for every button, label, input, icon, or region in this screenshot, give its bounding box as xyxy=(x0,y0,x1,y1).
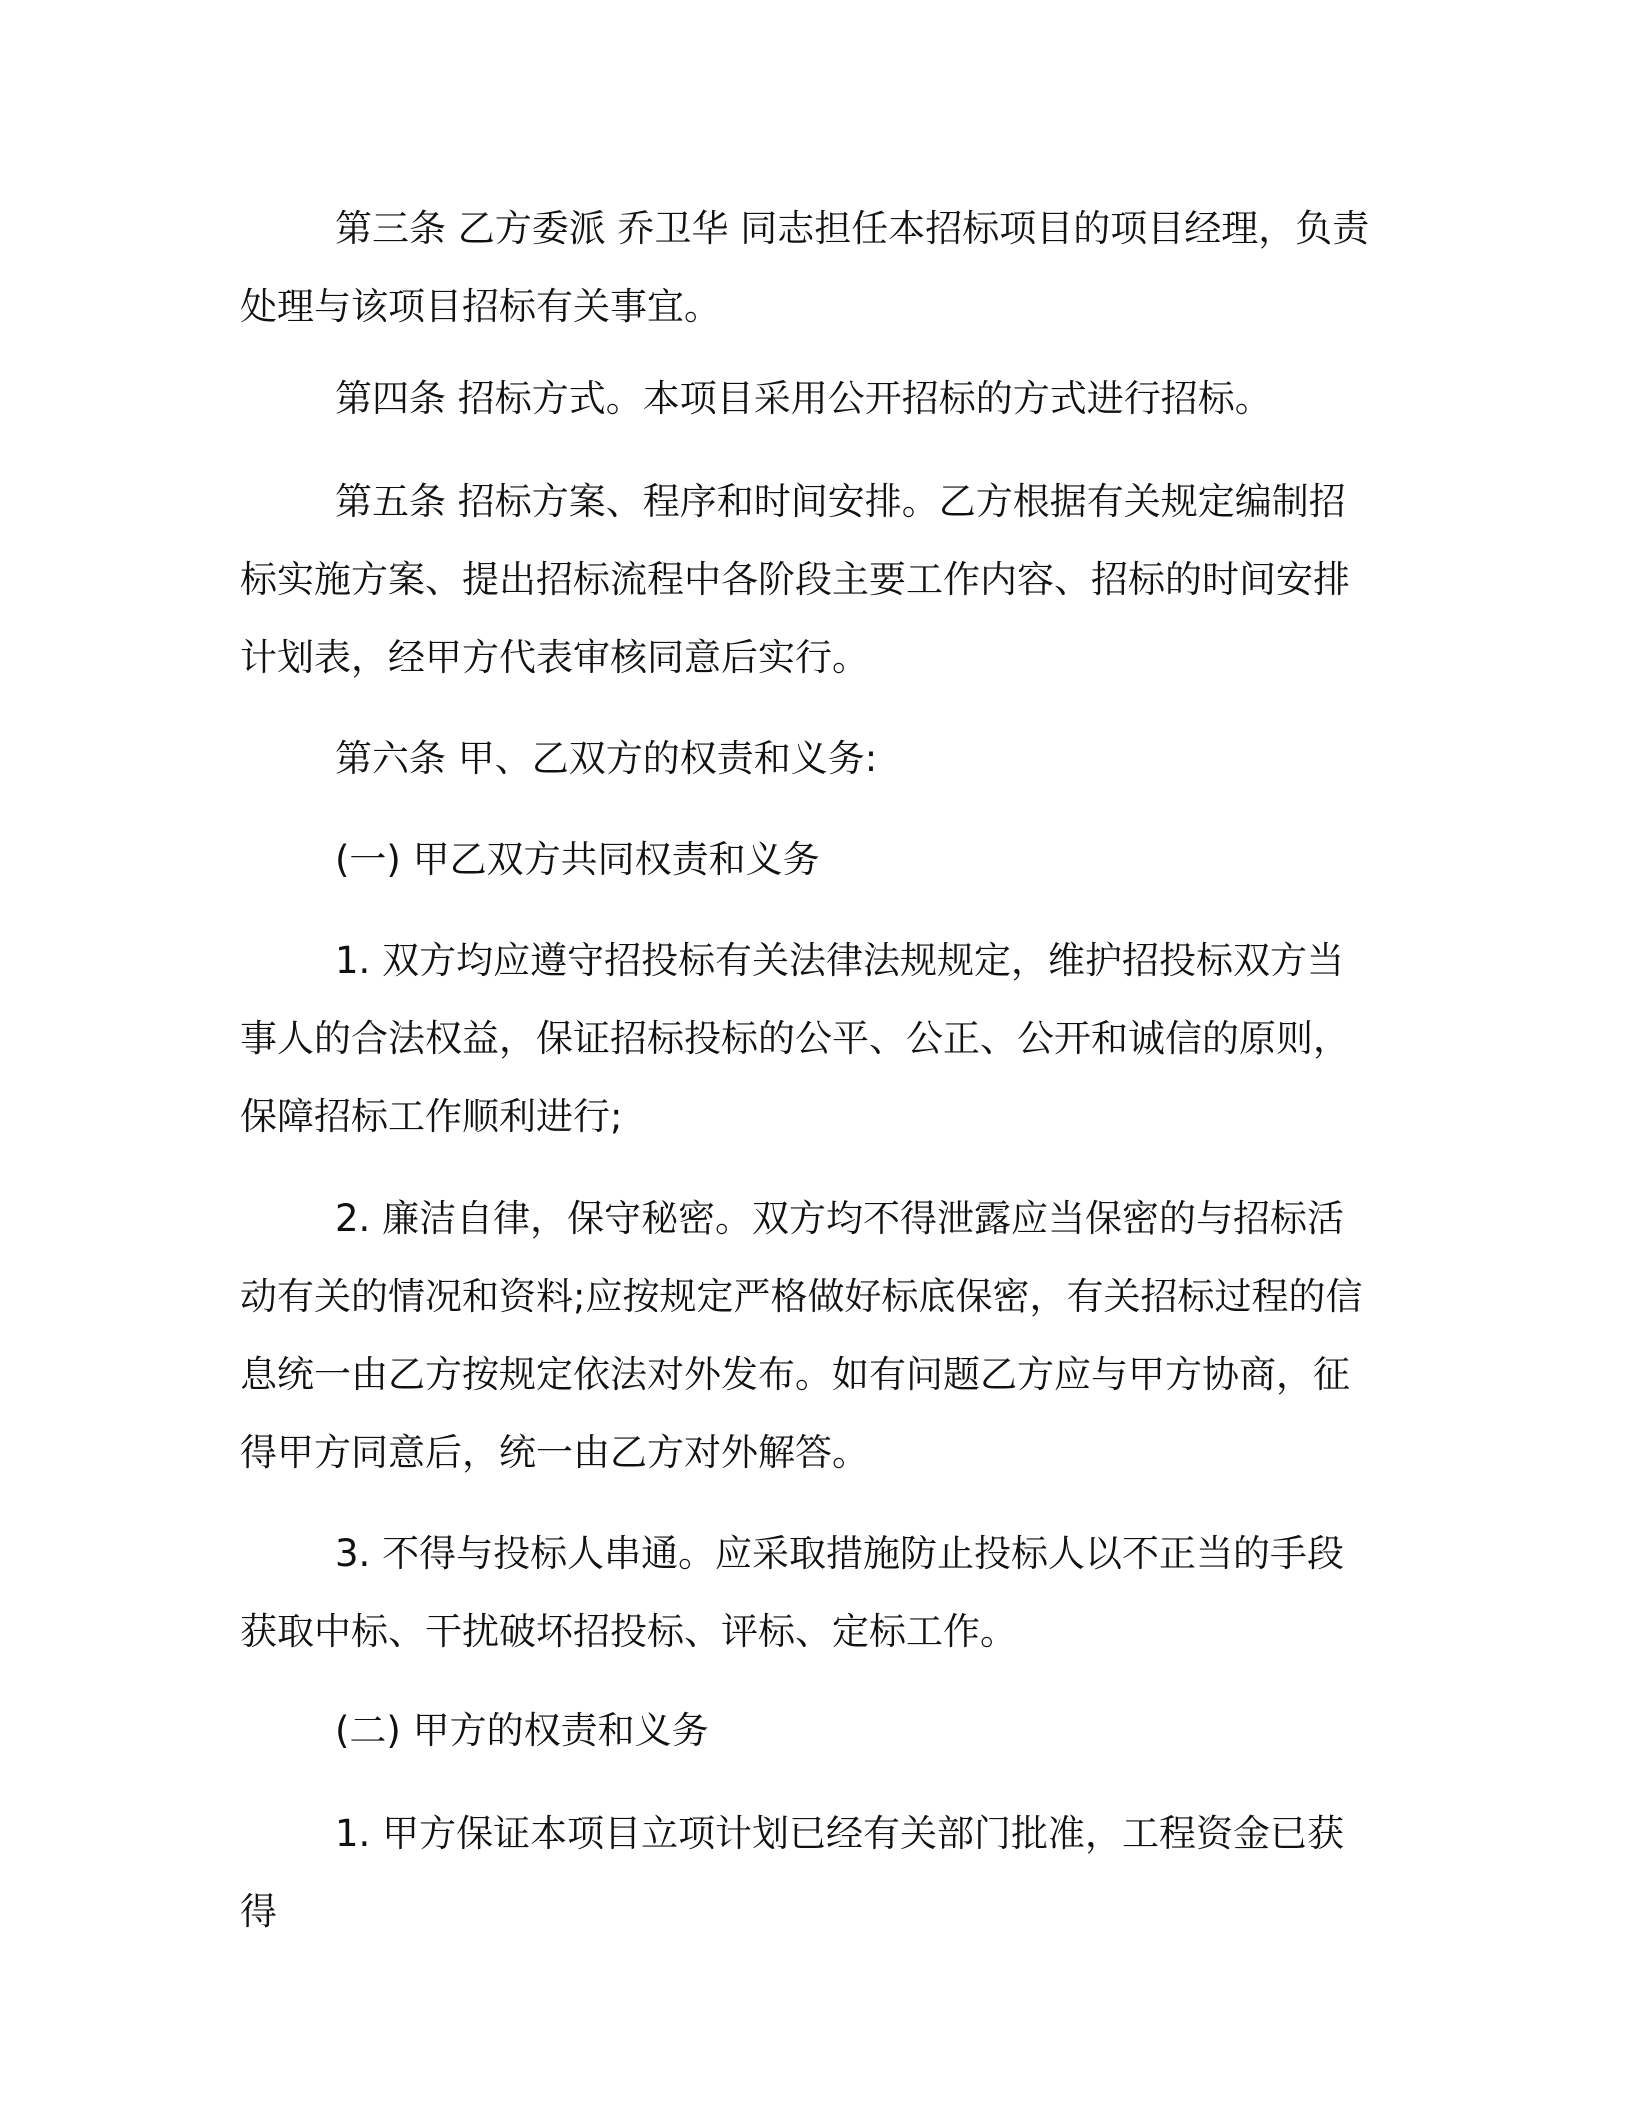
section-1-item-3: 3. 不得与投标人串通。应采取措施防止投标人以不正当的手段获取中标、干扰破坏招投标、评标、定标工作。 xyxy=(240,1532,1345,1653)
article-5-paragraph: 第五条 招标方案、程序和时间安排。乙方根据有关规定编制招标实施方案、提出招标流程中各阶段主要工作内容、招标的时间安排计划表，经甲方代表审核同意后实行。 xyxy=(240,480,1350,679)
section-2-item-1: 1. 甲方保证本项目立项计划已经有关部门批准，工程资金已获得 xyxy=(240,1812,1345,1933)
article-6-paragraph: 第六条 甲、乙双方的权责和义务: xyxy=(335,737,878,780)
section-2-heading: (二) 甲方的权责和义务 xyxy=(335,1709,709,1752)
section-1-item-2: 2. 廉洁自律，保守秘密。双方均不得泄露应当保密的与招标活动有关的情况和资料;应按规定严格做好标底保密，有关招标过程的信息统一由乙方按规定依法对外发布。如有问题乙方应与甲方协商，征得甲方同意后，统一由乙方对外解答。 xyxy=(240,1197,1363,1474)
section-1-item-1: 1. 双方均应遵守招投标有关法律法规规定，维护招投标双方当事人的合法权益，保证招标投标的公平、公正、公开和诚信的原则，保障招标工作顺利进行; xyxy=(240,939,1350,1138)
article-4-paragraph: 第四条 招标方式。本项目采用公开招标的方式进行招标。 xyxy=(335,377,1272,420)
article-3-paragraph: 第三条 乙方委派 乔卫华 同志担任本招标项目的项目经理，负责处理与该项目招标有关事宜。 xyxy=(240,207,1370,328)
section-1-heading: (一) 甲乙双方共同权责和义务 xyxy=(335,838,820,881)
